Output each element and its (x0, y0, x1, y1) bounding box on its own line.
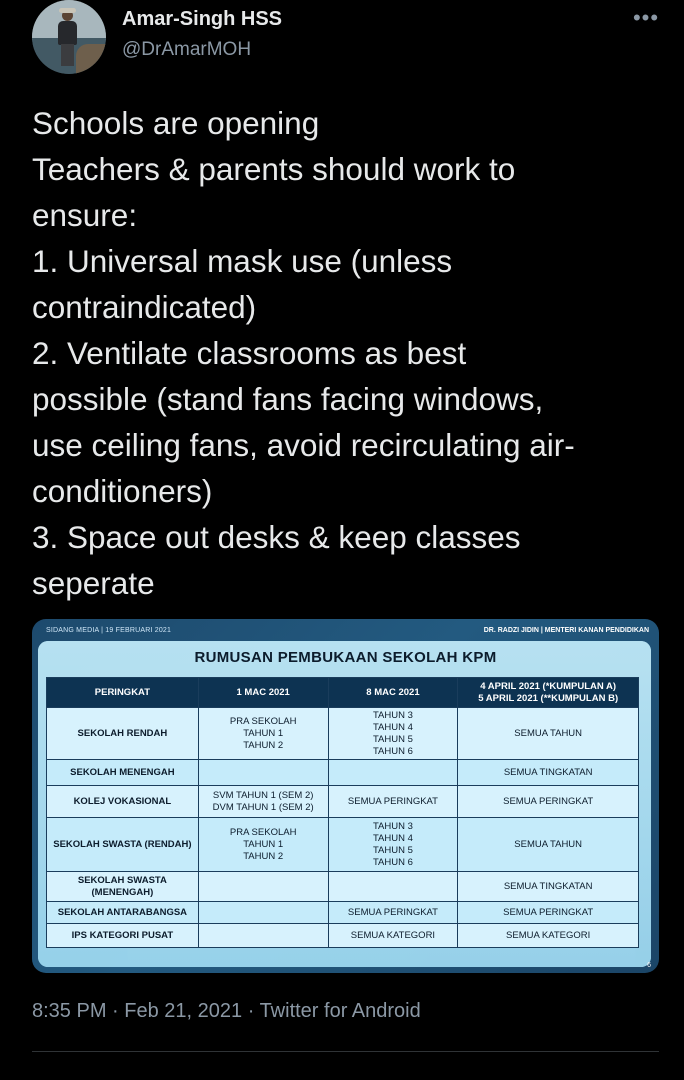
row-label: SEKOLAH SWASTA (MENENGAH) (47, 872, 199, 902)
table-header-cell (458, 678, 639, 708)
cell-line: TAHUN 6 (372, 856, 413, 868)
cell-line: TAHUN 6 (372, 745, 413, 757)
table-cell (458, 708, 639, 760)
cell-line: DVM TAHUN 1 (SEM 2) (212, 801, 314, 813)
table-cell (458, 818, 639, 872)
tweet-line: 2. Ventilate classrooms as best (32, 335, 467, 371)
tweet-line: conditioners) (32, 473, 213, 509)
more-dots-icon[interactable]: ••• (632, 5, 660, 30)
table-cell (198, 786, 328, 818)
table-cell (198, 818, 328, 872)
cell-line: TAHUN 4 (372, 832, 413, 844)
slide-header-left: SIDANG MEDIA | 19 FEBRUARI 2021 (46, 627, 172, 634)
table-cell (328, 902, 458, 924)
meta-separator: · (106, 1000, 125, 1022)
tweet-line: ensure: (32, 197, 138, 233)
row-label: SEKOLAH MENENGAH (47, 760, 199, 786)
table-header-cell: 1 MAC 2021 (198, 678, 328, 708)
tweet-media-image[interactable] (32, 619, 659, 973)
table-cell (328, 818, 458, 872)
table-header-cell: 8 MAC 2021 (328, 678, 458, 708)
tweet-meta (32, 1000, 421, 1023)
row-label: IPS KATEGORI PUSAT (47, 924, 199, 948)
tweet-time[interactable]: 8:35 PM (32, 1000, 107, 1022)
row-label: KOLEJ VOKASIONAL (47, 786, 199, 818)
cell-line: SEMUA PERINGKAT (347, 906, 438, 918)
table-cell (328, 760, 458, 786)
cell-line: SEMUA PERINGKAT (503, 906, 594, 918)
table-row (47, 872, 639, 902)
table-row (47, 708, 639, 760)
table-row (47, 760, 639, 786)
cell-line: SEMUA PERINGKAT (503, 795, 594, 807)
tweet-text (32, 100, 662, 606)
divider (32, 1051, 659, 1052)
cell-line: SEMUA KATEGORI (506, 929, 591, 941)
row-label: SEKOLAH SWASTA (RENDAH) (47, 818, 199, 872)
cell-line: TAHUN 2 (243, 739, 284, 751)
cell-line: TAHUN 1 (243, 727, 284, 739)
cell-line: SEMUA TAHUN (514, 727, 583, 739)
table-header-cell: PERINGKAT (47, 678, 199, 708)
row-label: SEKOLAH RENDAH (47, 708, 199, 760)
tweet-line: Teachers & parents should work to (32, 151, 516, 187)
slide-title: RUMUSAN PEMBUKAAN SEKOLAH KPM (194, 649, 497, 666)
author-name[interactable]: Amar-Singh HSS (122, 8, 283, 30)
table-cell (198, 760, 328, 786)
cell-line: SVM TAHUN 1 (SEM 2) (212, 789, 314, 801)
meta-separator: · (242, 1000, 260, 1022)
header-line: 5 APRIL 2021 (**KUMPULAN B) (478, 692, 619, 704)
cell-line: SEMUA TINGKATAN (503, 880, 593, 892)
table-cell (328, 872, 458, 902)
cell-line: PRA SEKOLAH (229, 715, 297, 727)
table-cell (198, 708, 328, 760)
table-cell (198, 924, 328, 948)
cell-line: TAHUN 3 (372, 820, 413, 832)
cell-line: SEMUA TINGKATAN (503, 766, 593, 778)
cell-line: SEMUA TAHUN (514, 838, 583, 850)
cell-line: PRA SEKOLAH (229, 826, 297, 838)
cell-line: TAHUN 4 (372, 721, 413, 733)
tweet-source[interactable]: Twitter for Android (259, 1000, 421, 1022)
schedule-table (46, 677, 639, 948)
tweet-line: possible (stand fans facing windows, (32, 381, 544, 417)
cell-line: TAHUN 5 (372, 733, 413, 745)
row-label: SEKOLAH ANTARABANGSA (47, 902, 199, 924)
tweet-line: Schools are opening (32, 105, 320, 141)
table-row (47, 786, 639, 818)
cell-line: TAHUN 1 (243, 838, 284, 850)
table-cell (198, 902, 328, 924)
cell-line: TAHUN 5 (372, 844, 413, 856)
table-cell (458, 902, 639, 924)
table-cell (458, 924, 639, 948)
author-handle[interactable]: @DrAmarMOH (122, 39, 252, 60)
table-row (47, 924, 639, 948)
table-cell (458, 786, 639, 818)
table-cell (328, 786, 458, 818)
cell-line: SEMUA PERINGKAT (347, 795, 438, 807)
table-cell (328, 924, 458, 948)
avatar[interactable] (32, 0, 106, 74)
header-line: 4 APRIL 2021 (*KUMPULAN A) (480, 680, 617, 692)
table-row (47, 818, 639, 872)
tweet-header (32, 0, 660, 80)
table-header-row (47, 678, 639, 708)
table-cell (458, 872, 639, 902)
table-cell (328, 708, 458, 760)
cell-line: SEMUA KATEGORI (350, 929, 436, 941)
slide-page-number: 6 (647, 962, 651, 969)
table-cell (198, 872, 328, 902)
slide-header-right: DR. RADZI JIDIN | MENTERI KANAN PENDIDIKAN (483, 627, 649, 634)
tweet-line: 3. Space out desks & keep classes (32, 519, 521, 555)
tweet-line: use ceiling fans, avoid recirculating air- (32, 427, 575, 463)
table-row (47, 902, 639, 924)
cell-line: TAHUN 3 (372, 709, 413, 721)
cell-line: TAHUN 2 (243, 850, 284, 862)
tweet-date[interactable]: Feb 21, 2021 (124, 1000, 243, 1022)
tweet-line: seperate (32, 565, 155, 601)
table-cell (458, 760, 639, 786)
tweet-line: 1. Universal mask use (unless (32, 243, 453, 279)
tweet-line: contraindicated) (32, 289, 257, 325)
